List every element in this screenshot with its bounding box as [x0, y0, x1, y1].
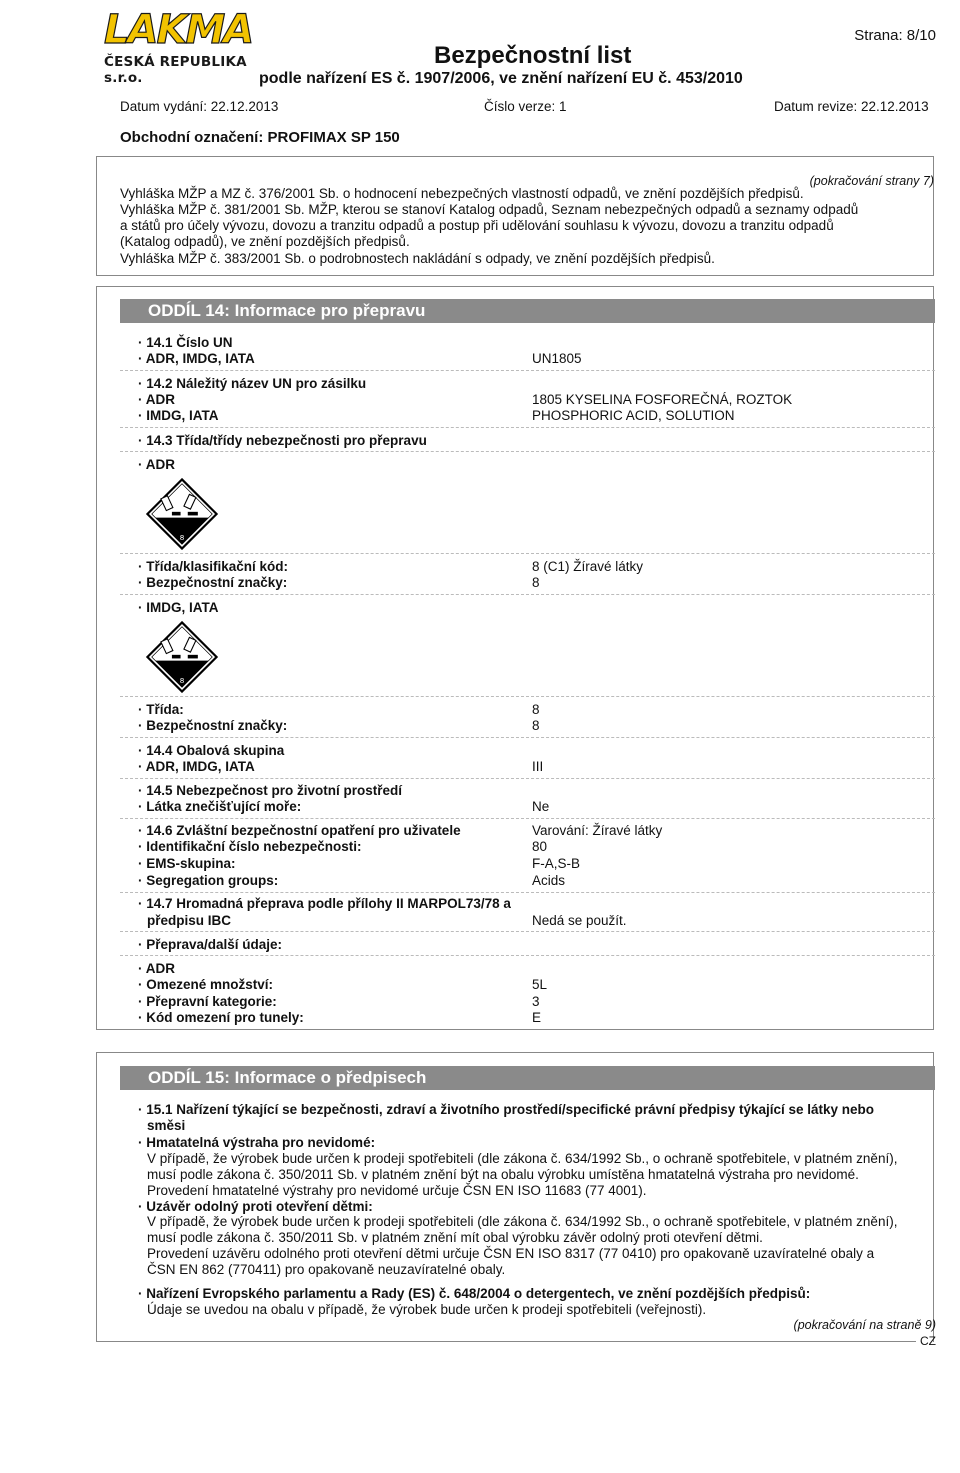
regulation-text-line: a států pro účely vývozu, dovozu a tranzitu odpadů a postup při udělování souhlasu k vývozu, dovozu a tranzitu odpadů [120, 218, 834, 233]
packing-group-heading: · 14.4 Obalová skupina [138, 743, 285, 758]
divider [120, 553, 935, 554]
marine-pollutant-label: · Látka znečišťující moře: [138, 799, 302, 814]
divider [120, 594, 935, 595]
transport-category-label: · Přepravní kategorie: [138, 994, 277, 1009]
detergent-regulation-label: · Nařízení Evropského parlamentu a Rady (ES) č. 648/2004 o detergentech, ve znění pozdějších předpisů: [138, 1286, 811, 1301]
document-title: Bezpečnostní list [434, 42, 632, 69]
child-resistant-label: · Uzávěr odolný proti otevření dětmi: [138, 1199, 373, 1214]
special-precautions-value: Varování: Žíravé látky [532, 823, 663, 838]
bulk-transport-heading: · 14.7 Hromadná přeprava podle přílohy II MARPOL73/78 a [138, 896, 511, 911]
environment-heading: · 14.5 Nebezpečnost pro životní prostředí [138, 783, 403, 798]
logo-subtitle: ČESKÁ REPUBLIKA s.r.o. [104, 54, 247, 86]
hazard-id-value: 80 [532, 839, 548, 854]
adr-sub-label: · ADR [138, 457, 175, 472]
un-number-heading: · 14.1 Číslo UN [138, 335, 233, 350]
segregation-value: Acids [532, 873, 566, 888]
packing-group-label: · ADR, IMDG, IATA [138, 759, 255, 774]
divider [120, 778, 935, 779]
class-label: · Třída: [138, 702, 184, 717]
divider [120, 955, 935, 956]
hazard-class-heading: · 14.3 Třída/třídy nebezpečnosti pro přepravu [138, 433, 427, 448]
adr2-label: · ADR [138, 961, 175, 976]
bulk-transport-value: Nedá se použít. [532, 913, 627, 928]
ems-label: · EMS-skupina: [138, 856, 236, 871]
segregation-label: · Segregation groups: [138, 873, 279, 888]
divider [120, 451, 935, 452]
divider [120, 696, 935, 697]
issue-date: Datum vydání: 22.12.2013 [120, 99, 279, 114]
corrosive-pictogram-icon [146, 478, 218, 550]
tunnel-code-value: E [532, 1010, 542, 1025]
footer-divider [96, 1341, 916, 1342]
bulk-transport-heading-cont: předpisu IBC [147, 913, 232, 928]
imdg-label: · IMDG, IATA [138, 408, 219, 423]
divider [120, 427, 935, 428]
regulations-heading: · 15.1 Nařízení týkající se bezpečnosti, zdraví a životního prostředí/specifické právní předpisy týkající se látky nebo [138, 1102, 875, 1117]
labels-value: 8 [532, 575, 540, 590]
labels2-label: · Bezpečnostní značky: [138, 718, 288, 733]
divider [120, 892, 935, 893]
marine-pollutant-value: Ne [532, 799, 550, 814]
adr-shipping-name: 1805 KYSELINA FOSFOREČNÁ, ROZTOK [532, 392, 793, 407]
transport-category-value: 3 [532, 994, 540, 1009]
hazard-id-label: · Identifikační číslo nebezpečnosti: [138, 839, 362, 854]
imdg-sub-label: · IMDG, IATA [138, 600, 219, 615]
tactile-warning-label: · Hmatatelná výstraha pro nevidomé: [138, 1135, 376, 1150]
adr-label: · ADR [138, 392, 175, 407]
continued-from-note: (pokračování strany 7) [809, 174, 934, 188]
regulation-text-line: (Katalog odpadů), ve znění pozdějších předpisů. [120, 234, 410, 249]
version-number: Číslo verze: 1 [484, 99, 567, 114]
regulations-heading-cont: směsi [147, 1118, 186, 1133]
class-value: 8 [532, 702, 540, 717]
transport-info-label: · Přeprava/další údaje: [138, 937, 283, 952]
page-number: Strana: 8/10 [854, 27, 936, 44]
tactile-warning-text: musí podle zákona č. 350/2011 Sb. v platném znění být na obalu výrobku umístěna hmatatelná výstraha pro nevidomé. [147, 1167, 859, 1182]
section-15-header [120, 1066, 935, 1090]
packing-group-value: III [532, 759, 544, 774]
un-number-value: UN1805 [532, 351, 582, 366]
regulation-line: podle nařízení ES č. 1907/2006, ve znění nařízení EU č. 453/2010 [259, 70, 743, 87]
limited-quantity-label: · Omezené množství: [138, 977, 274, 992]
revision-date: Datum revize: 22.12.2013 [774, 99, 929, 114]
limited-quantity-value: 5L [532, 977, 548, 992]
shipping-name-heading: · 14.2 Náležitý název UN pro zásilku [138, 376, 367, 391]
imdg-shipping-name: PHOSPHORIC ACID, SOLUTION [532, 408, 735, 423]
un-number-label: · ADR, IMDG, IATA [138, 351, 255, 366]
divider [120, 737, 935, 738]
divider [120, 818, 935, 819]
child-resistant-text: musí podle zákona č. 350/2011 Sb. v platném znění mít obal výrobku závěr odolný proti otevření dětmi. [147, 1230, 763, 1245]
language-code: CZ [920, 1334, 936, 1348]
regulation-text-line: Vyhláška MŽP č. 381/2001 Sb. MŽP, kterou se stanoví Katalog odpadů, Seznam nebezpečných odpadů a seznamy odpadů [120, 202, 859, 217]
child-resistant-text: Provedení uzávěru odolného proti otevření dětmi určuje ČSN EN ISO 8317 (77 0410) pro opakovaně uzavíratelné obaly a [147, 1246, 875, 1261]
pictogram-class-number: 8 [179, 675, 185, 685]
divider [120, 931, 935, 932]
labels2-value: 8 [532, 718, 540, 733]
trade-name: Obchodní označení: PROFIMAX SP 150 [120, 129, 400, 146]
special-precautions-heading: · 14.6 Zvláštní bezpečnostní opatření pro uživatele [138, 823, 461, 838]
detergent-regulation-text: Údaje se uvedou na obalu v případě, že výrobek bude určen k prodeji spotřebiteli (veřejnosti). [147, 1302, 707, 1317]
tactile-warning-text: Provedení hmatatelné výstrahy pro nevidomé určuje ČSN EN ISO 11683 (77 4001). [147, 1183, 647, 1198]
class-code-label: · Třída/klasifikační kód: [138, 559, 289, 574]
section-15-title: ODDÍL 15: Informace o předpisech [148, 1068, 427, 1087]
tactile-warning-text: V případě, že výrobek bude určen k prodeji spotřebiteli (dle zákona č. 634/1992 Sb., o ochraně spotřebitele, v platném znění), [147, 1151, 898, 1166]
child-resistant-text: ČSN EN 862 (770411) pro opakovaně neuzavíratelné obaly. [147, 1262, 506, 1277]
class-code-value: 8 (C1) Žíravé látky [532, 559, 644, 574]
company-logo [104, 7, 276, 86]
corrosive-pictogram-icon [146, 621, 218, 693]
logo-wordmark: LAKMA [104, 7, 253, 53]
labels-label: · Bezpečnostní značky: [138, 575, 288, 590]
divider [120, 370, 935, 371]
child-resistant-text: V případě, že výrobek bude určen k prodeji spotřebiteli (dle zákona č. 634/1992 Sb., o ochraně spotřebitele, v platném znění), [147, 1214, 898, 1229]
ems-value: F-A,S-B [532, 856, 581, 871]
tunnel-code-label: · Kód omezení pro tunely: [138, 1010, 304, 1025]
section-14-title: ODDÍL 14: Informace pro přepravu [148, 301, 426, 320]
pictogram-class-number: 8 [179, 532, 185, 542]
regulation-text-line: Vyhláška MŽP č. 383/2001 Sb. o podrobnostech nakládání s odpady, ve znění pozdějších předpisů. [120, 251, 715, 266]
continued-on-note: (pokračování na straně 9) [793, 1318, 936, 1332]
regulation-text-line: Vyhláška MŽP a MZ č. 376/2001 Sb. o hodnocení nebezpečných vlastností odpadů, ve znění pozdějších předpisů. [120, 186, 804, 201]
section-14-header [120, 299, 935, 323]
